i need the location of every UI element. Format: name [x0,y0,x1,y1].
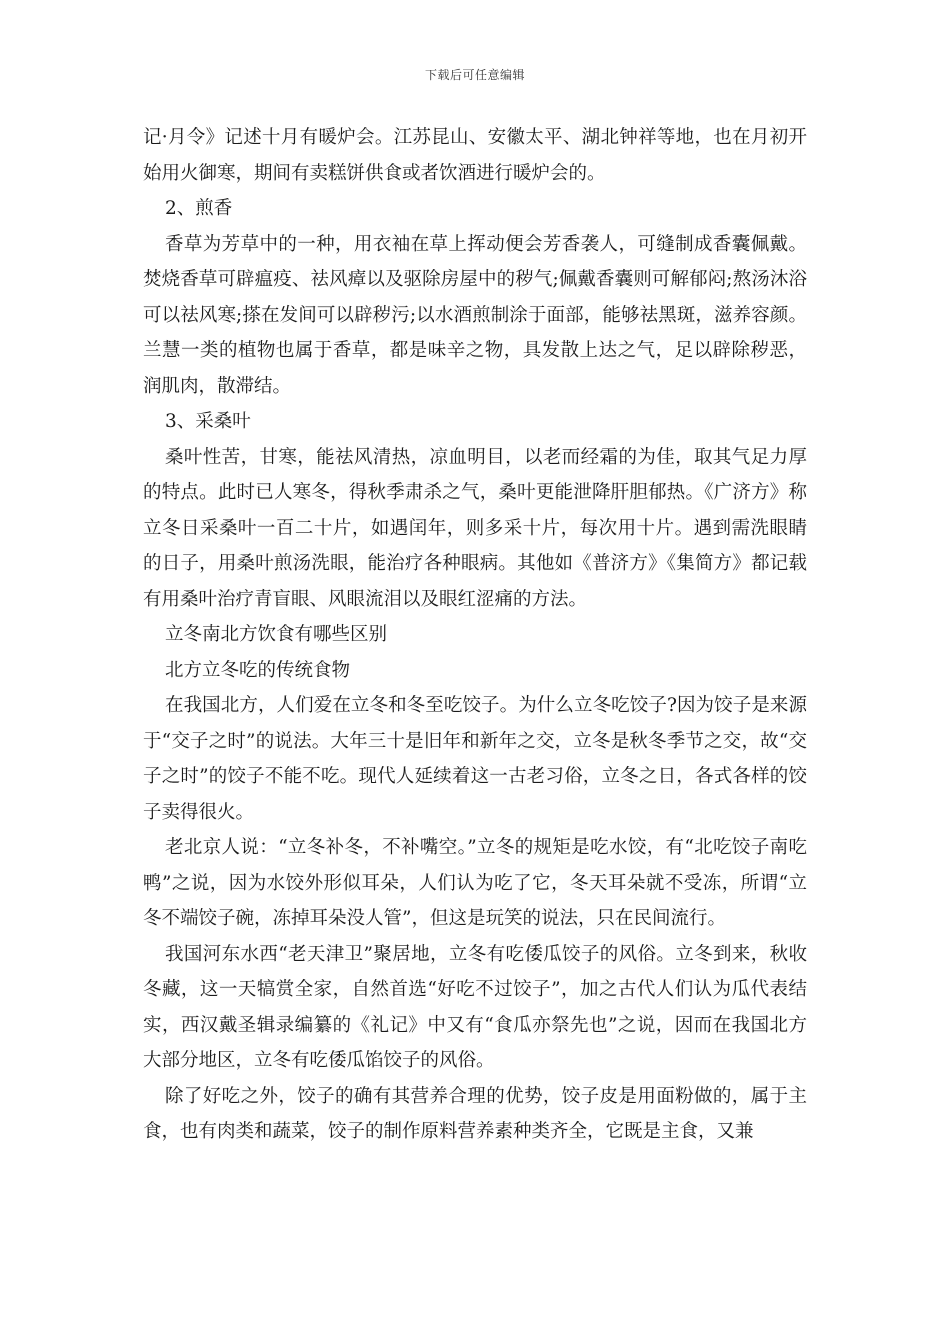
paragraph-tianjin: 我国河东水西“老天津卫”聚居地，立冬有吃倭瓜饺子的风俗。立冬到来，秋收冬藏，这一天犒赏全家，自然首选“好吃不过饺子”，加之古代人们认为瓜代表结实，西汉戴圣辑录编纂的《礼记》中又有“食瓜亦祭先也”之说，因而在我国北方大部分地区，立冬有吃倭瓜馅饺子的风俗。 [143,943,807,1071]
section-heading-north-food: 北方立冬吃的传统食物 [165,659,351,681]
paragraph-continuation: 记·月令》记述十月有暖炉会。江苏昆山、安徽太平、湖北钟祥等地，也在月初开始用火御寒，期间有卖糕饼供食或者饮酒进行暖炉会的。 [143,127,807,184]
paragraph-old-beijing: 老北京人说：“立冬补冬，不补嘴空。”立冬的规矩是吃水饺，有“北吃饺子南吃鸭”之说，因为水饺外形似耳朵，人们认为吃了它，冬天耳朵就不受冻，所谓“立冬不端饺子碗，冻掉耳朵没人管”，但这是玩笑的说法，只在民间流行。 [143,837,807,929]
paragraph-incense: 香草为芳草中的一种，用衣袖在草上挥动便会芳香袭人，可缝制成香囊佩戴。焚烧香草可辟瘟疫、祛风瘴以及驱除房屋中的秽气;佩戴香囊则可解郁闷;熬汤沐浴可以祛风寒;搽在发间可以辟秽污;以水酒煎制涂于面部，能够祛黑斑，滋养容颜。兰慧一类的植物也属于香草，都是味辛之物，具发散上达之气，足以辟除秽恶，润肌肉，散滞结。 [143,233,807,397]
section-heading-mulberry: 3、采桑叶 [165,411,251,432]
section-heading-incense: 2、煎香 [165,198,233,219]
page-header-note: 下载后可任意编辑 [424,68,525,82]
paragraph-mulberry: 桑叶性苦，甘寒，能祛风清热，凉血明目，以老而经霜的为佳，取其气足力厚的特点。此时已人寒冬，得秋季肃杀之气，桑叶更能泄降肝胆郁热。《广济方》称立冬日采桑叶一百二十片，如遇闰年，则多采十片，每次用十片。遇到需洗眼睛的日子，用桑叶煎汤洗眼，能治疗各种眼病。其他如《普济方》《集简方》都记载有用桑叶治疗青盲眼、风眼流泪以及眼红涩痛的方法。 [143,446,807,610]
paragraph-nutrition: 除了好吃之外，饺子的确有其营养合理的优势，饺子皮是用面粉做的，属于主食，也有肉类和蔬菜，饺子的制作原料营养素种类齐全，它既是主食，又兼 [143,1085,807,1142]
section-heading-diet-difference: 立冬南北方饮食有哪些区别 [165,624,388,645]
paragraph-dumplings: 在我国北方，人们爱在立冬和冬至吃饺子。为什么立冬吃饺子?因为饺子是来源于“交子之时”的说法。大年三十是旧年和新年之交，立冬是秋冬季节之交，故“交子之时”的饺子不能不吃。现代人延续着这一古老习俗，立冬之日，各式各样的饺子卖得很火。 [143,695,807,823]
document-body [143,120,807,1150]
